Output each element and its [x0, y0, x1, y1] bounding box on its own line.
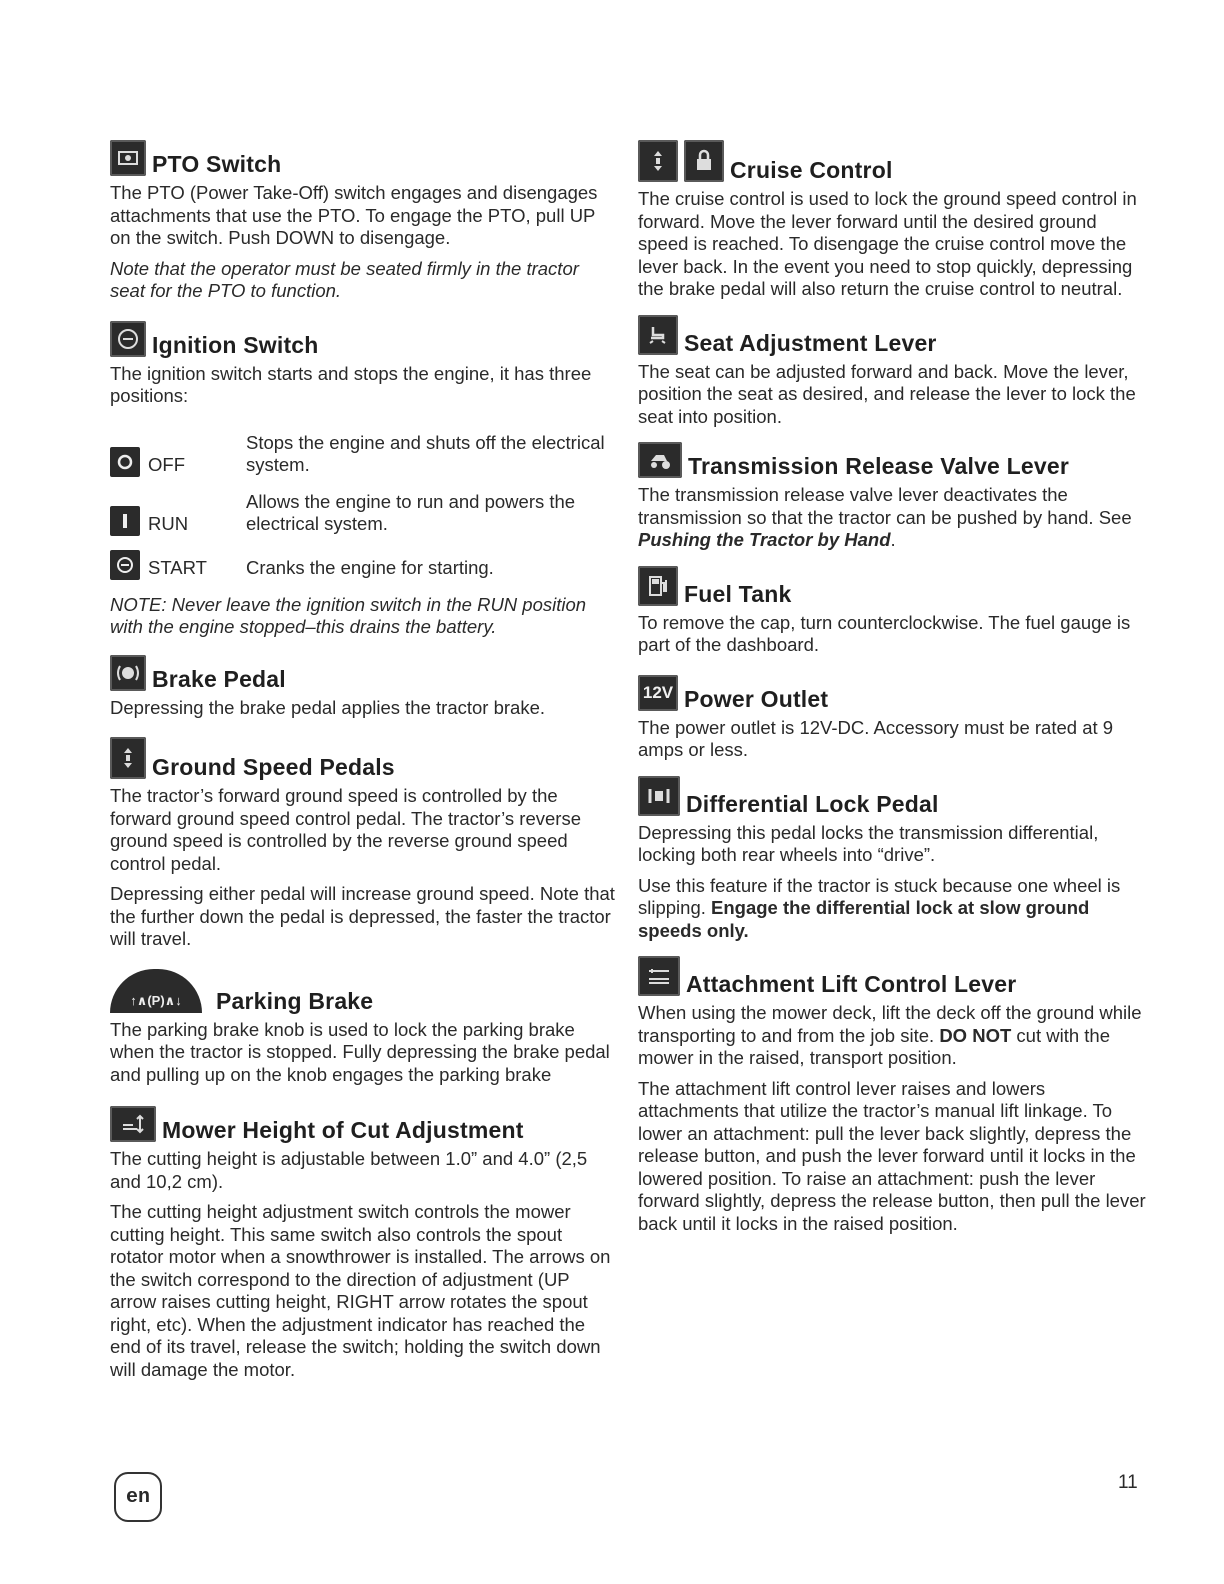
power-outlet-icon: 12V — [638, 675, 678, 711]
position-name: RUN — [148, 513, 189, 534]
section-body — [638, 875, 1148, 943]
section-title: Mower Height of Cut Adjustment — [162, 1117, 524, 1143]
section-body: Depressing the brake pedal applies the tractor brake. — [110, 696, 546, 718]
do-not-warning: DO NOT — [939, 1024, 1012, 1046]
ignition-icon — [110, 321, 146, 357]
section-body: The power outlet is 12V-DC. Accessory must be rated at 9 amps or less. — [638, 716, 1114, 760]
cruise-speed-icon — [638, 140, 678, 182]
position-desc: Stops the engine and shuts off the electrical system. — [246, 431, 605, 475]
section-title: Ignition Switch — [152, 331, 319, 358]
section-title: Attachment Lift Control Lever — [686, 971, 1017, 997]
ignition-position-row — [110, 491, 615, 536]
section-title: Power Outlet — [684, 685, 829, 712]
fuel-tank-section — [638, 566, 1148, 657]
section-title: Parking Brake — [216, 987, 374, 1014]
pto-switch-section — [110, 140, 615, 303]
differential-lock-section — [638, 776, 1148, 943]
fuel-pump-icon — [638, 566, 678, 606]
pto-icon — [110, 140, 146, 176]
language-badge: en — [114, 1472, 162, 1522]
diff-lock-warning: Engage the differential lock at slow ground speeds only. — [638, 897, 1090, 941]
transmission-body-text: The transmission release valve lever deactivates the transmission so that the tractor can be pushed by hand. See — [638, 484, 1132, 528]
brake-pedal-section — [110, 655, 615, 720]
section-title: PTO Switch — [152, 151, 282, 177]
start-icon — [110, 550, 140, 580]
ignition-position-row — [110, 550, 615, 580]
transmission-body-end: . — [890, 529, 896, 550]
position-name: START — [148, 557, 207, 578]
parking-brake-section — [110, 969, 615, 1087]
right-column — [638, 140, 1148, 1243]
cruise-control-section — [638, 140, 1148, 301]
section-body: Depressing either pedal will increase ground speed. Note that the further down the pedal is depressed, the faster the tractor will travel. — [110, 883, 615, 949]
pushing-tractor-reference[interactable]: Pushing the Tractor by Hand — [638, 529, 891, 550]
ground-speed-section — [110, 737, 615, 951]
parking-brake-icon: ↑∧(P)∧↓ — [110, 969, 202, 1013]
section-body: The attachment lift control lever raises and lowers attachments that utilize the tractor’s manual lift linkage. To lower an attachment: pull the lever back slightly, depress the release button, and push the lever forward until it locks in the lowered position. To raise an attachment: push the lever forward slightly, depress the release button, then pull the lever back until it locks in the raised position. — [638, 1077, 1146, 1234]
lock-icon — [684, 140, 724, 182]
section-body: The cutting height adjustment switch controls the mower cutting height. This same switch also controls the spout rotator motor when a snowthrower is installed. The arrows on the switch correspond to the direction of adjustment (UP arrow raises cutting height, RIGHT arrow rotates the spout right, etc). When the adjustment indicator has reached the end of its travel, release the switch; holding the switch down will damage the motor. — [110, 1201, 611, 1380]
seat-adjustment-section — [638, 315, 1148, 429]
section-title: Seat Adjustment Lever — [684, 329, 937, 356]
attachment-lift-icon — [638, 956, 680, 996]
position-desc: Allows the engine to run and powers the electrical system. — [246, 490, 576, 534]
ground-speed-icon — [110, 737, 146, 779]
ignition-position-row — [110, 432, 615, 477]
attach-lift-body-a: When using the mower deck, lift the deck off the ground while transporting to and from the job site. — [638, 1002, 1142, 1046]
section-body: The cutting height is adjustable between 1.0” and 4.0” (2,5 and 10,2 cm). — [110, 1148, 588, 1192]
section-body: The seat can be adjusted forward and back. Move the lever, position the seat as desired, and release the lever to lock the seat into position. — [638, 360, 1136, 427]
brake-icon — [110, 655, 146, 691]
section-title: Brake Pedal — [152, 665, 286, 692]
section-body — [638, 1002, 1148, 1070]
transmission-icon — [638, 442, 682, 478]
section-body: The tractor’s forward ground speed is controlled by the forward ground speed control pedal. The tractor’s reverse ground speed is controlled by the reverse ground speed control pedal. — [110, 785, 581, 874]
attach-lift-body-b: cut with the mower in the raised, transport position. — [638, 1024, 1110, 1068]
power-outlet-section — [638, 675, 1148, 762]
differential-lock-icon — [638, 776, 680, 816]
page-number: 11 — [1118, 1472, 1138, 1493]
section-title: Fuel Tank — [684, 580, 792, 607]
section-title: Transmission Release Valve Lever — [688, 453, 1070, 479]
position-name: OFF — [148, 454, 185, 475]
position-desc: Cranks the engine for starting. — [246, 557, 494, 578]
section-title: Cruise Control — [730, 157, 893, 183]
mower-height-icon — [110, 1106, 156, 1142]
section-body: The cruise control is used to lock the ground speed control in forward. Move the lever forward until the desired ground speed is reached. To disengage the cruise control move the lever back. In the event you need to stop quickly, depressing the brake pedal will also return the cruise control to neutral. — [638, 188, 1137, 299]
mower-height-section — [110, 1106, 615, 1381]
seat-icon — [638, 315, 678, 355]
ignition-positions — [110, 432, 615, 580]
section-body: The ignition switch starts and stops the engine, it has three positions: — [110, 362, 592, 406]
left-column — [110, 140, 615, 1389]
section-title: Ground Speed Pedals — [152, 754, 395, 780]
ignition-switch-section — [110, 321, 615, 639]
section-body: The parking brake knob is used to lock the parking brake when the tractor is stopped. Fully depressing the brake pedal and pulling up on the knob engages the parking brake — [110, 1018, 610, 1085]
section-note: Note that the operator must be seated firmly in the tractor seat for the PTO to function. — [110, 257, 579, 301]
transmission-release-section — [638, 442, 1148, 552]
section-body: To remove the cap, turn counterclockwise. The fuel gauge is part of the dashboard. — [638, 611, 1131, 655]
section-body — [638, 484, 1148, 552]
off-icon — [110, 447, 140, 477]
section-title: Differential Lock Pedal — [686, 790, 939, 817]
run-icon — [110, 506, 140, 536]
section-body: Depressing this pedal locks the transmission differential, locking both rear wheels into “drive”. — [638, 821, 1099, 865]
section-body: The PTO (Power Take-Off) switch engages and disengages attachments that use the PTO. To engage the PTO, pull UP on the switch. Push DOWN to disengage. — [110, 182, 598, 248]
diff-lock-body-text: Use this feature if the tractor is stuck because one wheel is slipping. — [638, 874, 1121, 918]
section-note: NOTE: Never leave the ignition switch in the RUN position with the engine stopped–this drains the battery. — [110, 593, 587, 637]
attachment-lift-section — [638, 956, 1148, 1235]
